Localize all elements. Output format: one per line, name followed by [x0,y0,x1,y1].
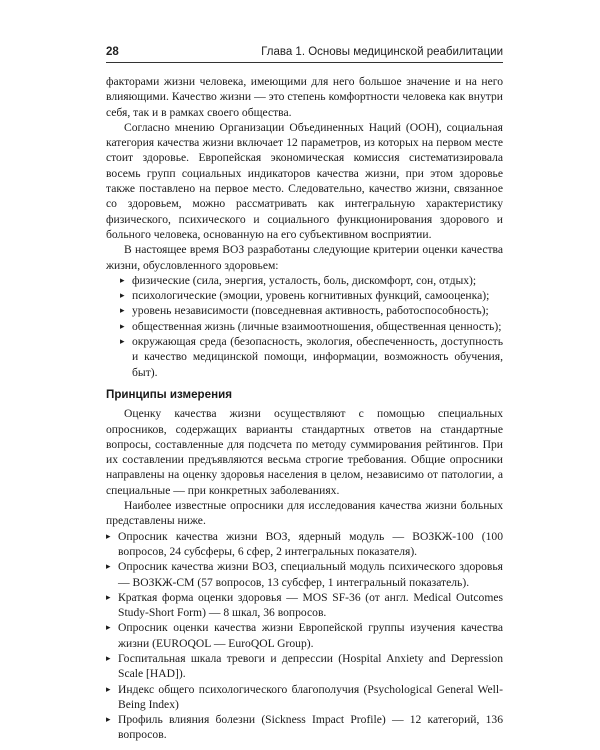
list-item-text: общественная жизнь (личные взаимоотношения, общественная ценность); [132,319,502,333]
list-item-text: Опросник качества жизни ВОЗ, ядерный модуль — ВОЗКЖ-100 (100 вопросов, 24 субсферы, 6 сфер, 2 интегральных показателя). [118,529,503,558]
chapter-title: Глава 1. Основы медицинской реабилитации [261,46,503,58]
list-item [120,334,503,380]
bullet-icon: ▸ [120,290,125,301]
paragraph: Согласно мнению Организации Объединенных Наций (ООН), социальная категория качества жизни включает 12 параметров, из которых на первом месте стоит здоровье. Европейская экономическая комиссия систематизировала восемь групп социальных индикаторов качества жизни, при этом здоровье также поставлено на первое место. Следовательно, качество жизни, связанное со здоровьем, можно рассматривать как интегральную характеристику физического, психического и социального функционирования здорового и больного человека, основанную на его субъективном восприятии. [106,120,503,241]
bullet-icon: ▸ [120,320,125,331]
bullet-icon: ▸ [106,591,111,602]
list-item-text: Госпитальная шкала тревоги и депрессии (Hospital Anxiety and Depression Scale [HAD]). [118,651,503,681]
questionnaire-list [106,529,503,743]
paragraph: Наиболее известные опросники для исследования качества жизни больных представлены ниже. [106,499,503,528]
list-item-text: психологические (эмоции, уровень когнитивных функций, самооценка); [132,289,490,303]
paragraph: Оценку качества жизни осуществляют с помощью специальных опросников, содержащих варианты стандартных ответов на стандартные вопросы, составленные для подсчета по методу суммирования рейтингов. При их составлении предъявляются весьма строгие требования. Общие опросники направлены на оценку здоровья населения в целом, независимо от патологии, а специальные — при конкретных заболеваниях. [106,407,503,497]
bullet-icon: ▸ [106,683,111,694]
bullet-icon: ▸ [106,561,111,572]
list-item [106,529,503,560]
list-item [120,288,503,303]
page-body [106,74,503,743]
list-item-text: Краткая форма оценки здоровья — MOS SF-36 (от англ. Medical Outcomes Study-Short Form) — 8 шкал, 36 вопросов. [118,590,503,620]
list-item [106,682,503,713]
header-rule [106,62,503,63]
bullet-icon: ▸ [120,336,125,347]
list-item [120,319,503,334]
list-item-text: Опросник качества жизни ВОЗ, специальный модуль психического здоровья — ВОЗКЖ-СМ (57 вопросов, 13 субсфер, 1 интегральный показатель). [118,560,503,589]
list-item [106,712,503,743]
bullet-icon: ▸ [106,622,111,633]
bullet-icon: ▸ [106,652,111,663]
list-item-text: Опросник оценки качества жизни Европейской группы изучения качества жизни (EUROQOL — EuroQOL Group). [118,621,503,650]
list-item [106,590,503,621]
paragraph: В настоящее время ВОЗ разработаны следующие критерии оценки качества жизни, обусловленного здоровьем: [106,243,503,272]
bullet-icon: ▸ [106,530,111,541]
bullet-icon: ▸ [120,305,125,316]
list-item [106,620,503,651]
list-item [120,303,503,318]
bullet-icon: ▸ [120,274,125,285]
list-item [106,559,503,590]
list-item-text: окружающая среда (безопасность, экология, обеспеченность, доступность и качество медицинской помощи, информации, возможность обучения, быт). [132,335,503,379]
bullet-icon: ▸ [106,714,111,725]
list-item-text: Индекс общего психологического благополучия (Psychological General Well-Being Index) [118,682,503,711]
paragraph: факторами жизни человека, имеющими для него большое значение и на него влияющими. Качество жизни — это степень комфортности человека как внутри себя, так и в рамках своего общества. [106,75,503,119]
page-number: 28 [106,46,119,58]
list-item-text: физические (сила, энергия, усталость, боль, дискомфорт, сон, отдых); [132,273,477,287]
criteria-list [106,273,503,380]
list-item [120,273,503,288]
list-item [106,651,503,682]
list-item-text: уровень независимости (повседневная активность, работоспособность); [132,304,489,318]
section-heading: Принципы измерения [106,387,232,401]
list-item-text: Профиль влияния болезни (Sickness Impact Profile) — 12 категорий, 136 вопросов. [118,713,503,742]
running-header [106,46,503,62]
